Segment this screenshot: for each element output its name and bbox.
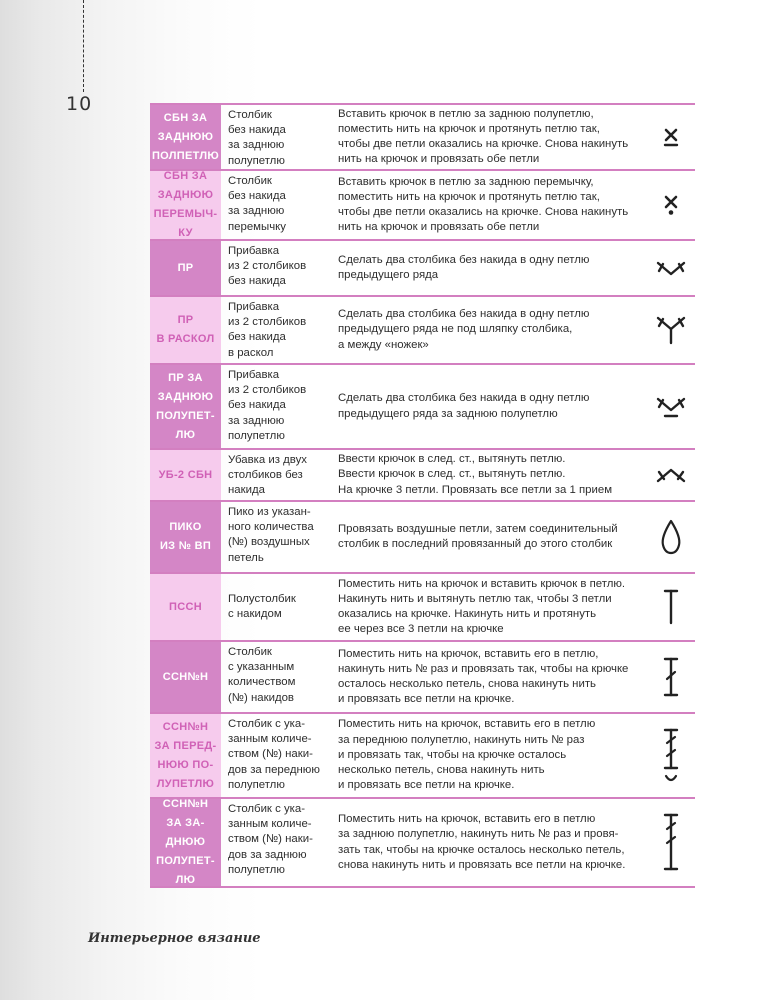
table-row <box>150 365 695 450</box>
name-cell: Полустолбик с накидом <box>228 592 296 620</box>
abbr-cell: ПР ЗА ЗАДНЮЮ ПОЛУПЕТ- ЛЮ <box>150 365 221 448</box>
name-cell: Столбик с указанным количеством (№) накидов <box>228 646 296 704</box>
sc-back-loop-icon <box>663 128 679 146</box>
name-cell: Прибавка из 2 столбиков без накида <box>228 245 307 288</box>
symbol-cell <box>646 450 695 500</box>
table-row <box>150 502 695 574</box>
table-row <box>150 714 695 799</box>
table-row <box>150 297 695 365</box>
description-cell: Поместить нить на крючок, вставить его в петлю, накинуть нить № раз и провязать так, чтобы на крючке осталось несколько петель, снова накинуть нить и провязать все петли на крючке. <box>338 647 629 706</box>
increase-split-icon <box>656 315 686 345</box>
table-row <box>150 799 695 888</box>
symbol-cell <box>646 365 695 448</box>
description-cell: Ввести крючок в след. ст., вытянуть петлю. Ввести крючок в след. ст., вытянуть петлю. На крючке 3 петли. Провязать все петли за 1 прием <box>338 453 613 496</box>
description-cell: Сделать два столбика без накида в одну петлю предыдущего ряда не под шляпку столбика, а между «ножек» <box>338 308 590 351</box>
increase-back-loop-icon <box>656 396 686 418</box>
picot-icon <box>660 519 682 555</box>
symbol-cell <box>646 241 695 295</box>
name-cell: Столбик без накида за заднюю перемычку <box>228 175 286 233</box>
name-cell: Прибавка из 2 столбиков без накида в раскол <box>228 301 307 359</box>
symbol-cell <box>646 642 695 712</box>
table-row <box>150 450 695 502</box>
increase-icon <box>656 260 686 276</box>
description-cell: Поместить нить на крючок и вставить крючок в петлю. Накинуть нить и вытянуть петлю так, чтобы 3 петли оказались на крючке. Накинуть нить и протянуть ее через все 3 петли на крючке <box>338 577 626 636</box>
abbr-cell: ПР В РАСКОЛ <box>150 297 221 363</box>
abbr-cell: УБ-2 СБН <box>150 450 221 500</box>
abbr-cell: ПР <box>150 241 221 295</box>
abbr-cell: СБН ЗА ЗАДНЮЮ ПОЛПЕТЛЮ <box>150 105 221 169</box>
table-row <box>150 103 695 171</box>
symbol-cell <box>646 297 695 363</box>
description-cell: Сделать два столбика без накида в одну петлю предыдущего ряда за заднюю полупетлю <box>338 392 590 420</box>
dc-n-front-loop-icon <box>662 728 680 784</box>
description-cell: Провязать воздушные петли, затем соединительный столбик в последний провязанный до этого столбик <box>338 522 618 550</box>
table-row <box>150 171 695 241</box>
name-cell: Столбик с ука- занным количе- ством (№) наки- дов за переднюю полупетлю <box>228 718 320 791</box>
dashed-margin-line <box>83 0 84 92</box>
symbol-cell <box>646 714 695 797</box>
description-cell: Сделать два столбика без накида в одну петлю предыдущего ряда <box>338 253 590 281</box>
description-cell: Вставить крючок в петлю за заднюю полупетлю, поместить нить на крючок и протянуть петлю так, чтобы две петли оказались на крючке. Снова накинуть нить на крючок и провязать обе петли <box>338 107 629 166</box>
dc-n-back-loop-icon <box>662 813 680 873</box>
symbol-cell <box>646 105 695 169</box>
symbol-cell <box>646 502 695 572</box>
name-cell: Столбик с ука- занным количе- ством (№) наки- дов за заднюю полупетлю <box>228 803 313 876</box>
sc-back-bar-icon <box>663 195 679 215</box>
symbol-cell <box>646 799 695 886</box>
name-cell: Убавка из двух столбиков без накида <box>228 454 307 497</box>
description-cell: Поместить нить на крючок, вставить его в петлю за переднюю полупетлю, накинуть нить № раз и провязать так, чтобы на крючке осталось несколько петель, снова накинуть нить и провязать все петли на крючке. <box>338 718 596 792</box>
page-number: 10 <box>66 93 93 115</box>
description-cell: Вставить крючок в петлю за заднюю перемычку, поместить нить на крючок и протянуть петлю так, чтобы две петли оказались на крючке. Снова накинуть нить на крючок и провязать обе петли <box>338 175 629 234</box>
footer-title: Интерьерное вязание <box>88 931 261 946</box>
abbr-cell: ПССН <box>150 574 221 640</box>
table-row <box>150 241 695 297</box>
hdc-icon <box>663 589 679 625</box>
name-cell: Пико из указан- ного количества (№) воздушных петель <box>228 506 314 564</box>
abbr-cell: ПИКО ИЗ № ВП <box>150 502 221 572</box>
abbr-cell: ССН№Н <box>150 642 221 712</box>
symbol-cell <box>646 171 695 239</box>
description-cell: Поместить нить на крючок, вставить его в петлю за заднюю полупетлю, накинуть нить № раз и провя- зать так, чтобы на крючке осталось несколько петель, снова накинуть нить и провязать все петли на крючке. <box>338 813 626 871</box>
abbr-cell: ССН№Н ЗА ЗА- ДНЮЮ ПОЛУПЕТ- ЛЮ <box>150 799 221 886</box>
dc-n-icon <box>663 657 679 697</box>
decrease-icon <box>656 467 686 483</box>
symbol-cell <box>646 574 695 640</box>
abbr-cell: СБН ЗА ЗАДНЮЮ ПЕРЕМЫЧ- КУ <box>150 171 221 239</box>
abbr-cell: ССН№Н ЗА ПЕРЕД- НЮЮ ПО- ЛУПЕТЛЮ <box>150 714 221 797</box>
name-cell: Столбик без накида за заднюю полупетлю <box>228 109 286 167</box>
name-cell: Прибавка из 2 столбиков без накида за заднюю полупетлю <box>228 369 307 442</box>
table-row <box>150 574 695 642</box>
stitch-table <box>150 103 695 888</box>
table-row <box>150 642 695 714</box>
